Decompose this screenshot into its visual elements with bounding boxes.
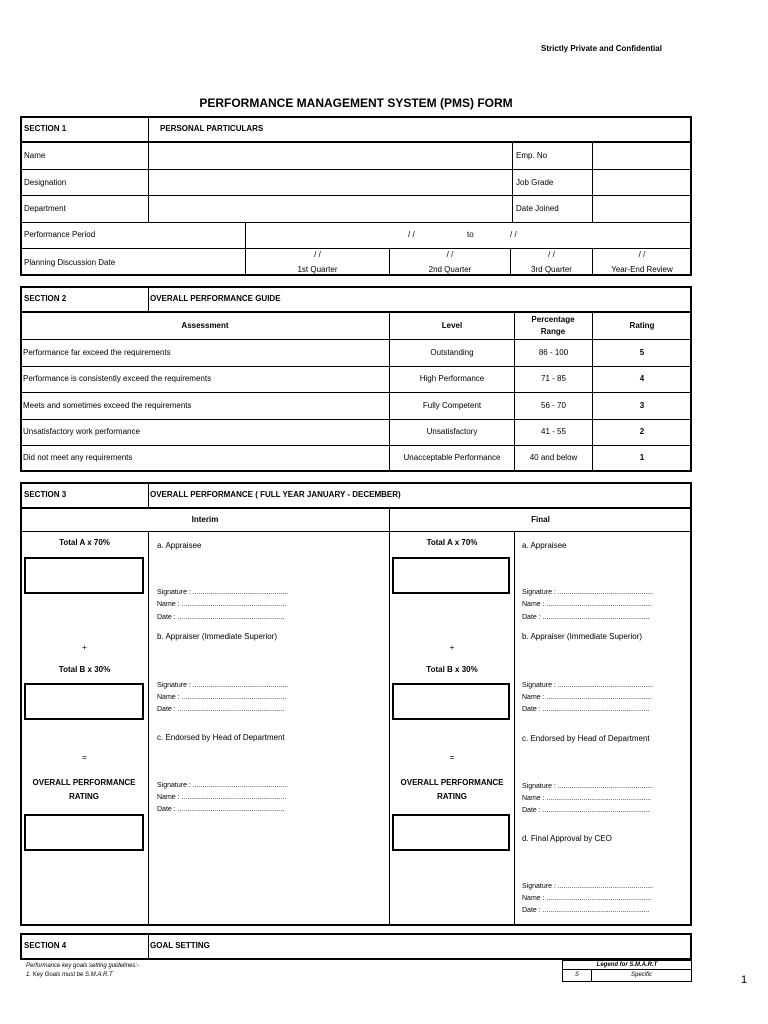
interim-total-b-label: Total B x 30% xyxy=(58,665,111,674)
department-field[interactable] xyxy=(150,197,510,221)
q1-label: 1st Quarter xyxy=(297,265,338,274)
row-level: Outstanding xyxy=(430,348,474,357)
interim-endorsed-name[interactable]: Name : ...................................................... xyxy=(157,794,287,801)
department-label: Department xyxy=(24,204,66,213)
guideline-intro: Performance key goals setting guidelines:- xyxy=(26,963,140,969)
row-range: 40 and below xyxy=(529,453,578,462)
section4-label: SECTION 4 xyxy=(24,941,67,950)
row-rating: 2 xyxy=(639,427,645,436)
date-joined-label: Date Joined xyxy=(516,204,559,213)
final-ceo-name[interactable]: Name : ...................................................... xyxy=(522,895,652,902)
guideline-smart: 1. Key Goals must be S.M.A.R.T xyxy=(26,972,113,978)
final-endorsed-signature[interactable]: Signature : ................................................. xyxy=(522,783,654,790)
col-percentage: Percentage Range xyxy=(531,315,575,336)
planning-discussion-label: Planning Discussion Date xyxy=(24,258,116,267)
final-appraiser-name[interactable]: Name : ...................................................... xyxy=(522,694,652,701)
final-endorsed-name[interactable]: Name : ...................................................... xyxy=(522,795,652,802)
section4-header-box xyxy=(20,933,692,960)
final-endorsed-date[interactable]: Date : ....................................................... xyxy=(522,807,650,814)
interim-plus: + xyxy=(82,643,87,652)
row-range: 86 - 100 xyxy=(538,348,569,357)
final-appraiser-signature[interactable]: Signature : ................................................. xyxy=(522,682,654,689)
interim-heading: Interim xyxy=(191,515,219,524)
interim-appraisee-heading: a. Appraisee xyxy=(157,541,202,550)
row-assessment: Unsatisfactory work performance xyxy=(23,427,140,436)
smart-legend-s: S xyxy=(574,972,579,978)
job-grade-field[interactable] xyxy=(594,171,690,194)
final-appraisee-date[interactable]: Date : ....................................................... xyxy=(522,614,650,621)
performance-period-label: Performance Period xyxy=(24,230,96,239)
row-rating: 3 xyxy=(639,401,645,410)
section1-heading: PERSONAL PARTICULARS xyxy=(160,124,264,133)
col-assessment: Assessment xyxy=(181,321,229,330)
interim-appraiser-heading: b. Appraiser (Immediate Superior) xyxy=(157,632,278,641)
interim-overall-rating-box[interactable] xyxy=(24,814,144,851)
row-rating: 1 xyxy=(639,453,645,462)
final-total-a-box[interactable] xyxy=(392,557,510,594)
job-grade-label: Job Grade xyxy=(516,178,554,187)
col-rating: Rating xyxy=(629,321,655,330)
name-label: Name xyxy=(24,151,46,160)
q2-label: 2nd Quarter xyxy=(428,265,472,274)
section1-header-box xyxy=(20,116,692,143)
row-rating: 4 xyxy=(639,374,645,383)
interim-total-b-box[interactable] xyxy=(24,683,144,720)
interim-endorsed-heading: c. Endorsed by Head of Department xyxy=(157,733,285,742)
final-overall-rating-label: OVERALL PERFORMANCE RATING xyxy=(400,778,504,801)
designation-label: Designation xyxy=(24,178,67,187)
col-level: Level xyxy=(441,321,463,330)
final-appraiser-date[interactable]: Date : ....................................................... xyxy=(522,706,650,713)
q3-date[interactable]: / / xyxy=(548,250,555,259)
q3-label: 3rd Quarter xyxy=(531,265,572,274)
final-appraisee-heading: a. Appraisee xyxy=(522,541,567,550)
period-to-field[interactable]: / / xyxy=(510,230,517,239)
section4-heading: GOAL SETTING xyxy=(150,941,210,950)
interim-appraisee-signature[interactable]: Signature : ................................................. xyxy=(157,589,289,596)
period-to-word: to xyxy=(467,230,474,239)
interim-overall-rating-label: OVERALL PERFORMANCE RATING xyxy=(32,778,136,801)
q2-date[interactable]: / / xyxy=(446,250,454,259)
interim-endorsed-date[interactable]: Date : ....................................................... xyxy=(157,806,285,813)
section2-header-box xyxy=(20,286,692,313)
final-endorsed-heading: c. Endorsed by Head of Department xyxy=(522,734,650,743)
interim-total-a-box[interactable] xyxy=(24,557,144,594)
final-total-b-label: Total B x 30% xyxy=(426,665,478,674)
row-rating: 5 xyxy=(639,348,645,357)
interim-appraiser-date[interactable]: Date : ....................................................... xyxy=(157,706,285,713)
emp-no-field[interactable] xyxy=(594,144,690,168)
final-total-a-label: Total A x 70% xyxy=(426,538,478,547)
interim-equals: = xyxy=(82,753,87,762)
row-level: Unsatisfactory xyxy=(426,427,478,436)
section3-label: SECTION 3 xyxy=(24,490,67,499)
period-from-field[interactable]: / / xyxy=(408,230,415,239)
q1-date[interactable]: / / xyxy=(314,250,321,259)
interim-appraiser-signature[interactable]: Signature : ................................................. xyxy=(157,682,289,689)
interim-endorsed-signature[interactable]: Signature : ................................................. xyxy=(157,782,289,789)
row-level: Fully Competent xyxy=(422,401,482,410)
smart-legend-specific: Specific xyxy=(630,972,652,978)
section3-heading: OVERALL PERFORMANCE ( FULL YEAR JANUARY - DECEMBER) xyxy=(150,490,401,499)
final-plus: + xyxy=(449,643,455,652)
final-total-b-box[interactable] xyxy=(392,683,510,720)
interim-appraisee-name[interactable]: Name : ...................................................... xyxy=(157,601,287,608)
interim-appraiser-name[interactable]: Name : ...................................................... xyxy=(157,694,287,701)
form-title: PERFORMANCE MANAGEMENT SYSTEM (PMS) FORM xyxy=(199,96,513,110)
row-assessment: Performance far exceed the requirements xyxy=(23,348,171,357)
final-ceo-signature[interactable]: Signature : ................................................. xyxy=(522,883,654,890)
row-range: 56 - 70 xyxy=(541,401,566,410)
date-joined-field[interactable] xyxy=(594,197,690,221)
row-assessment: Did not meet any requirements xyxy=(23,453,133,462)
section1-label: SECTION 1 xyxy=(24,124,67,133)
final-ceo-date[interactable]: Date : ....................................................... xyxy=(522,907,650,914)
final-appraiser-heading: b. Appraiser (Immediate Superior) xyxy=(522,632,643,641)
final-equals: = xyxy=(449,753,455,762)
final-appraisee-name[interactable]: Name : ...................................................... xyxy=(522,601,652,608)
final-ceo-heading: d. Final Approval by CEO xyxy=(522,834,612,843)
section2-heading: OVERALL PERFORMANCE GUIDE xyxy=(150,294,281,303)
final-appraisee-signature[interactable]: Signature : ................................................. xyxy=(522,589,654,596)
confidentiality-note: Strictly Private and Confidential xyxy=(541,44,662,53)
row-range: 71 - 85 xyxy=(541,374,566,383)
emp-no-label: Emp. No xyxy=(516,151,548,160)
smart-legend-title: Legend for S.M.A.R.T xyxy=(596,962,658,968)
page-number: 1 xyxy=(741,974,748,986)
interim-total-a-label: Total A x 70% xyxy=(59,538,110,547)
row-level: High Performance xyxy=(419,374,485,383)
year-end-date[interactable]: / / xyxy=(638,250,646,259)
final-heading: Final xyxy=(531,515,550,524)
row-assessment: Performance is consistently exceed the requirements xyxy=(23,374,212,383)
interim-appraisee-date[interactable]: Date : ....................................................... xyxy=(157,614,285,621)
final-overall-rating-box[interactable] xyxy=(392,814,510,851)
section2-label: SECTION 2 xyxy=(24,294,67,303)
row-assessment: Meets and sometimes exceed the requirements xyxy=(23,401,192,410)
year-end-label: Year-End Review xyxy=(611,265,673,274)
designation-field[interactable] xyxy=(150,171,510,194)
row-range: 41 - 55 xyxy=(541,427,566,436)
row-level: Unacceptable Performance xyxy=(403,453,501,462)
name-field[interactable] xyxy=(150,144,510,168)
